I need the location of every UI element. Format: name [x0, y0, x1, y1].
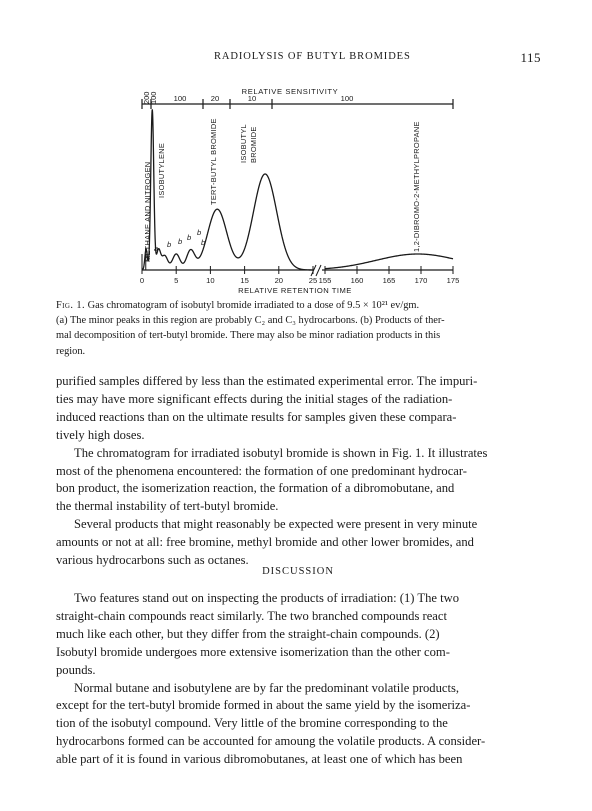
text-line: tion of the isobutyl compound. Very little of the bromine corresponding to the — [56, 716, 448, 731]
marker-b: b — [178, 237, 183, 246]
text-line: tively high doses. — [56, 427, 145, 442]
x-tick-label: 15 — [240, 276, 249, 285]
marker-b: b — [187, 233, 192, 242]
text-line: straight-chain compounds react similarly. The two branched compounds react — [56, 608, 447, 623]
caption-line: mal decomposition of tert-butyl bromide. There may also be minor radiation products in this — [56, 330, 441, 342]
peak-label-isobutylene: ISOBUTYLENE — [157, 142, 166, 198]
caption-label: Fig. 1. — [56, 300, 85, 311]
sensitivity-label: 10 — [247, 94, 257, 103]
sensitivity-label: 100 — [340, 94, 354, 103]
chromatogram-figure — [0, 72, 592, 294]
text-line: Two features stand out on inspecting the products of irradiation: (1) The two — [74, 591, 460, 605]
x-tick-label: 5 — [174, 276, 179, 285]
text-line: amounts or not at all: free bromine, methyl bromide and other lower bromides, and — [56, 535, 474, 550]
x-tick-label: 20 — [274, 276, 284, 285]
sensitivity-title: RELATIVE SENSITIVITY — [241, 87, 339, 96]
text-line: purified samples differed by less than the estimated experimental error. The impuri- — [56, 374, 478, 388]
marker-b: b — [197, 228, 202, 237]
x-tick-label: 0 — [139, 276, 145, 285]
running-head-title: RADIOLYSIS OF BUTYL BROMIDES — [214, 51, 411, 62]
caption-line: region. — [56, 345, 86, 357]
text-line: except for the tert-butyl bromide formed in about the same yield by the isomeriza- — [56, 698, 471, 713]
peak-label-tert-butyl-bromide: TERT-BUTYL BROMIDE — [209, 118, 218, 205]
text-line: Several products that might reasonably be expected were present in very minute — [74, 517, 478, 532]
x-tick-label: 160 — [350, 276, 364, 285]
text-line: induced reactions than on the ultimate results for samples given these compara- — [56, 409, 457, 424]
x-axis-title: RELATIVE RETENTION TIME — [238, 286, 352, 294]
text-line: Isobutyl bromide undergoes more extensive isomerization than the other com- — [56, 644, 450, 659]
marker-a: a — [154, 244, 159, 253]
body-paragraph-discussion — [56, 590, 540, 769]
text-line: the thermal instability of tert-butyl bromide. — [56, 499, 279, 514]
text-line: The chromatogram for irradiated isobutyl bromide is shown in Fig. 1. It illustrates — [74, 445, 488, 460]
peak-label-bromide: BROMIDE — [249, 126, 258, 163]
text-line: various hydrocarbons such as octanes. — [56, 553, 249, 568]
x-tick-label: 155 — [318, 276, 332, 285]
peak-label-dibromo: 1,2-DIBROMO-2-METHYLPROPANE — [412, 121, 421, 252]
x-tick-label: 25 — [308, 276, 318, 285]
x-tick-label: 165 — [382, 276, 396, 285]
sensitivity-label: 200 — [142, 91, 151, 104]
sensitivity-label: 20 — [210, 94, 220, 103]
caption-line: Gas chromatogram of isobutyl bromide irradiated to a dose of 9.5 × 10²¹ ev/gm. — [87, 300, 420, 311]
sensitivity-label: 100 — [149, 91, 158, 104]
text-line: hydrocarbons formed can be accounted for amoung the volatile products. A consider- — [56, 734, 486, 749]
text-line: bon product, the isomerization reaction, the formation of a dibromobutane, and — [56, 481, 455, 496]
sensitivity-label: 100 — [173, 94, 187, 103]
text-line: ties may have more significant effects during the initial stages of the radiation- — [56, 391, 453, 406]
marker-b: b — [201, 238, 206, 247]
caption-line: (a) The minor peaks in this region are probably C₂ and C₃ hydrocarbons. (b) Products of ther- — [56, 315, 445, 327]
text-line: pounds. — [56, 662, 96, 677]
x-tick-label: 170 — [414, 276, 428, 285]
marker-b: b — [167, 240, 172, 249]
x-tick-label: 10 — [206, 276, 215, 285]
body-paragraph-1 — [56, 373, 540, 570]
text-line: able part of it is found in various dibromobutanes, at least one of which has been — [56, 752, 463, 767]
chromatogram-trace — [142, 110, 453, 270]
text-line: most of the phenomena encountered: the formation of one predominant hydrocar- — [56, 463, 468, 478]
figure-caption — [56, 298, 540, 359]
peak-label-isobutyl: ISOBUTYL — [239, 124, 248, 163]
peak-label-methane: METHANE AND NITROGEN — [143, 161, 152, 262]
x-tick-label: 175 — [446, 276, 460, 285]
page-number: 115 — [520, 50, 541, 65]
section-heading-discussion: DISCUSSION — [262, 566, 334, 577]
text-line: much like each other, but they differ from the straight-chain compounds. (2) — [56, 626, 440, 641]
text-line: Normal butane and isobutylene are by far the predominant volatile products, — [74, 680, 460, 695]
